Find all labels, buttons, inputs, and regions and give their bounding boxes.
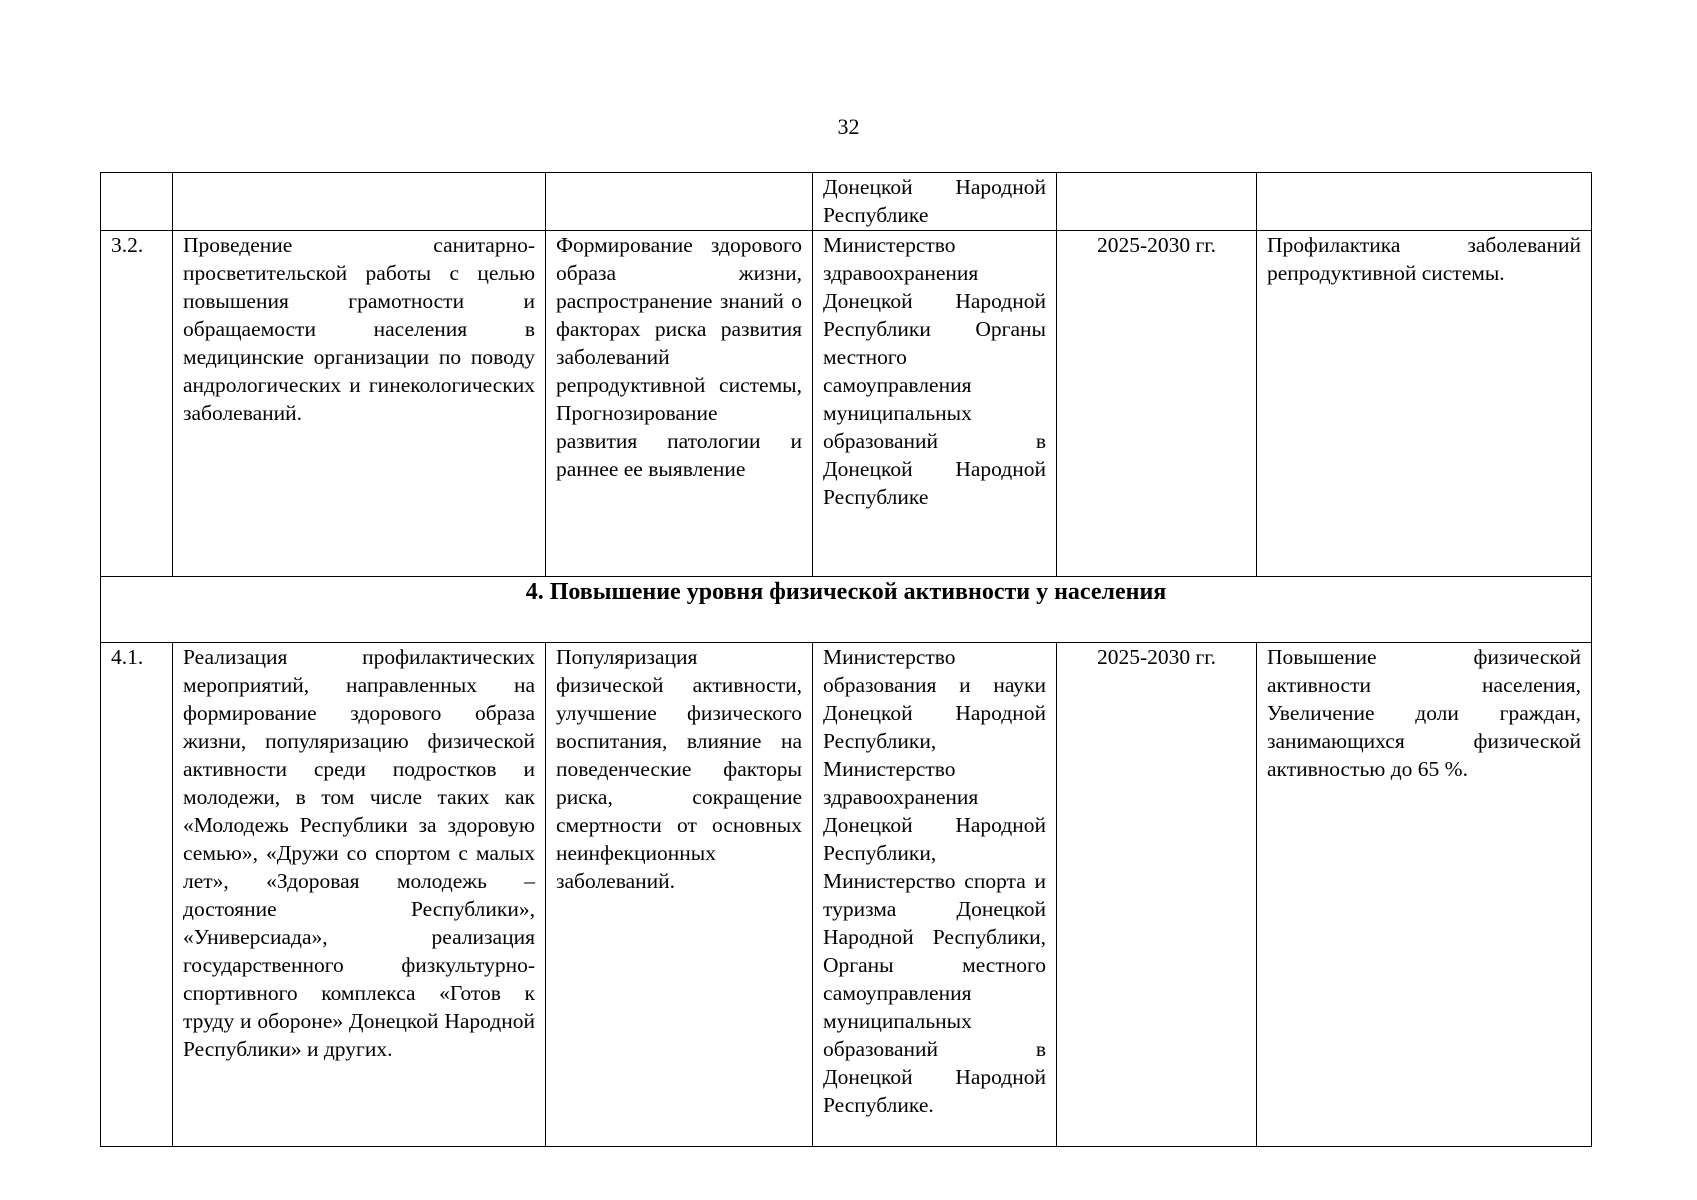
table-row xyxy=(101,643,1592,1147)
measures-table xyxy=(100,172,1592,1147)
cell-content xyxy=(546,173,813,231)
row-number: 4.1. xyxy=(101,643,173,1147)
responsible-text: Министерство образования и науки Донецкой Народной Республики, Министерство здравоохранения Донецкой Народной Республики, Министерство спорта и туризма Донецкой Народной Республики, Органы местного самоуправления муниципальных образований в Донецкой Народной Республике. xyxy=(813,643,1057,1147)
cell-period xyxy=(1057,173,1257,231)
period-text: 2025-2030 гг. xyxy=(1057,231,1257,577)
cell-measure xyxy=(173,173,546,231)
result-text: Профилактика заболеваний репродуктивной системы. xyxy=(1257,231,1592,577)
cell-result xyxy=(1257,173,1592,231)
period-text: 2025-2030 гг. xyxy=(1057,643,1257,1147)
cell-responsible: Донецкой Народной Республике xyxy=(813,173,1057,231)
table-row-continued xyxy=(101,173,1592,231)
content-text: Популяризация физической активности, улучшение физического воспитания, влияние на поведенческие факторы риска, сокращение смертности от основных неинфекционных заболеваний. xyxy=(546,643,813,1147)
section-title: 4. Повышение уровня физической активности у населения xyxy=(101,577,1592,643)
cell-num xyxy=(101,173,173,231)
row-number: 3.2. xyxy=(101,231,173,577)
section-header-row xyxy=(101,577,1592,643)
result-text: Повышение физической активности населения, Увеличение доли граждан, занимающихся физической активностью до 65 %. xyxy=(1257,643,1592,1147)
page-number: 32 xyxy=(837,114,860,139)
content-text: Формирование здорового образа жизни, распространение знаний о факторах риска развития заболеваний репродуктивной системы, Прогнозирование развития патологии и раннее ее выявление xyxy=(546,231,813,577)
measure-text: Проведение санитарно-просветительской работы с целью повышения грамотности и обращаемости населения в медицинские организации по поводу андрологических и гинекологических заболеваний. xyxy=(173,231,546,577)
responsible-text: Министерство здравоохранения Донецкой Народной Республики Органы местного самоуправления муниципальных образований в Донецкой Народной Республике xyxy=(813,231,1057,577)
table-row xyxy=(101,231,1592,577)
measure-text: Реализация профилактических мероприятий, направленных на формирование здорового образа жизни, популяризацию физической активности среди подростков и молодежи, в том числе таких как «Молодежь Республики за здоровую семью», «Дружи со спортом с малых лет», «Здоровая молодежь – достояние Республики», «Универсиада», реализация государственного физкультурно-спортивного комплекса «Готов к труду и обороне» Донецкой Народной Республики» и других. xyxy=(173,643,546,1147)
